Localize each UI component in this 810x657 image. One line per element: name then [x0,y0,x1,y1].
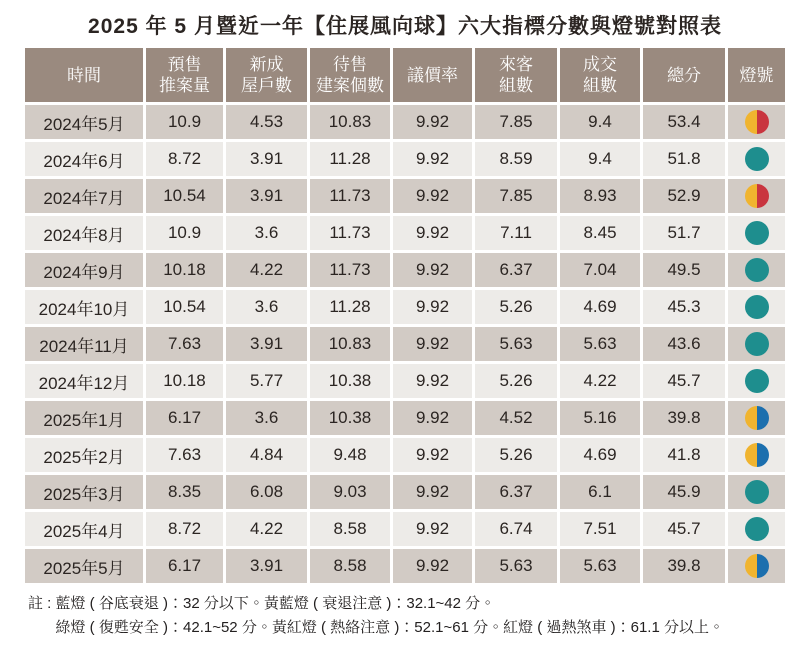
cell-value: 53.4 [643,105,725,139]
cell-time: 2025年3月 [25,475,143,509]
cell-value: 51.8 [643,142,725,176]
cell-value: 4.69 [560,438,640,472]
cell-value: 11.73 [310,216,390,250]
cell-value: 8.72 [146,512,223,546]
cell-value: 4.52 [475,401,557,435]
cell-time: 2024年10月 [25,290,143,324]
cell-value: 9.92 [393,364,472,398]
column-header: 來客 組數 [475,48,557,102]
cell-value: 9.92 [393,216,472,250]
column-header: 新成 屋戶數 [226,48,307,102]
cell-value: 8.93 [560,179,640,213]
cell-value: 5.26 [475,364,557,398]
cell-value: 9.92 [393,105,472,139]
cell-value: 6.08 [226,475,307,509]
cell-value: 11.73 [310,179,390,213]
cell-value: 6.37 [475,475,557,509]
cell-value: 4.53 [226,105,307,139]
cell-value: 9.92 [393,401,472,435]
cell-value: 3.91 [226,549,307,583]
cell-light [728,327,785,361]
cell-value: 45.3 [643,290,725,324]
light-indicator-yellow-blue [745,406,769,430]
cell-value: 5.63 [475,549,557,583]
cell-value: 6.17 [146,401,223,435]
cell-time: 2025年4月 [25,512,143,546]
cell-value: 7.04 [560,253,640,287]
table-row [25,179,785,213]
table-row [25,142,785,176]
cell-time: 2024年9月 [25,253,143,287]
cell-value: 5.26 [475,290,557,324]
cell-value: 43.6 [643,327,725,361]
cell-value: 4.84 [226,438,307,472]
cell-value: 8.35 [146,475,223,509]
cell-value: 9.03 [310,475,390,509]
table-row [25,364,785,398]
column-header: 燈號 [728,48,785,102]
column-header: 成交 組數 [560,48,640,102]
cell-light [728,438,785,472]
cell-value: 45.7 [643,364,725,398]
cell-value: 5.63 [560,327,640,361]
cell-value: 7.11 [475,216,557,250]
cell-value: 5.16 [560,401,640,435]
cell-light [728,290,785,324]
cell-value: 52.9 [643,179,725,213]
cell-time: 2025年5月 [25,549,143,583]
footnote [28,592,810,640]
light-indicator-yellow-red [745,184,769,208]
cell-value: 4.69 [560,290,640,324]
cell-value: 39.8 [643,549,725,583]
cell-value: 9.92 [393,549,472,583]
cell-value: 5.63 [475,327,557,361]
table-row [25,475,785,509]
cell-time: 2024年11月 [25,327,143,361]
light-indicator-green [745,480,769,504]
table-row [25,438,785,472]
cell-value: 7.63 [146,438,223,472]
footnote-line-2: 綠燈 ( 復甦安全 )：42.1~52 分。黃紅燈 ( 熱絡注意 )：52.1~61 分。紅燈 ( 過熱煞車 )：61.1 分以上。 [55,619,724,636]
table-row [25,401,785,435]
column-header: 議價率 [393,48,472,102]
cell-value: 3.6 [226,401,307,435]
cell-value: 3.6 [226,216,307,250]
cell-value: 9.92 [393,512,472,546]
cell-value: 10.18 [146,364,223,398]
cell-value: 9.92 [393,290,472,324]
table-row [25,216,785,250]
cell-value: 3.91 [226,179,307,213]
light-indicator-green [745,369,769,393]
cell-value: 10.54 [146,179,223,213]
table-row [25,549,785,583]
cell-time: 2024年7月 [25,179,143,213]
cell-light [728,401,785,435]
cell-light [728,549,785,583]
cell-value: 45.7 [643,512,725,546]
cell-value: 7.51 [560,512,640,546]
cell-value: 5.26 [475,438,557,472]
light-indicator-green [745,221,769,245]
light-indicator-yellow-blue [745,443,769,467]
light-indicator-green [745,332,769,356]
table-row [25,327,785,361]
cell-light [728,364,785,398]
table-row [25,512,785,546]
cell-time: 2024年12月 [25,364,143,398]
table-header-row [25,48,785,102]
cell-value: 10.38 [310,401,390,435]
cell-time: 2024年6月 [25,142,143,176]
cell-value: 9.92 [393,327,472,361]
cell-value: 7.63 [146,327,223,361]
cell-value: 6.17 [146,549,223,583]
cell-value: 10.54 [146,290,223,324]
cell-value: 9.92 [393,179,472,213]
footnote-lines [56,592,724,640]
cell-value: 45.9 [643,475,725,509]
column-header: 預售 推案量 [146,48,223,102]
cell-value: 5.63 [560,549,640,583]
cell-value: 9.4 [560,142,640,176]
cell-time: 2024年8月 [25,216,143,250]
cell-time: 2024年5月 [25,105,143,139]
cell-value: 7.85 [475,179,557,213]
light-indicator-green [745,517,769,541]
cell-value: 10.18 [146,253,223,287]
light-indicator-green [745,258,769,282]
cell-value: 8.58 [310,549,390,583]
light-indicator-green [745,147,769,171]
cell-value: 3.91 [226,142,307,176]
cell-light [728,475,785,509]
cell-value: 51.7 [643,216,725,250]
footnote-line-1: 藍燈 ( 谷底衰退 )：32 分以下。黃藍燈 ( 衰退注意 )：32.1~42 分。 [55,595,496,612]
light-indicator-yellow-blue [745,554,769,578]
cell-value: 8.45 [560,216,640,250]
table-row [25,253,785,287]
cell-value: 3.91 [226,327,307,361]
cell-value: 6.37 [475,253,557,287]
cell-value: 9.48 [310,438,390,472]
light-indicator-green [745,295,769,319]
cell-light [728,142,785,176]
cell-value: 10.83 [310,327,390,361]
cell-light [728,253,785,287]
column-header: 待售 建案個數 [310,48,390,102]
cell-light [728,105,785,139]
cell-time: 2025年2月 [25,438,143,472]
cell-value: 9.92 [393,142,472,176]
cell-value: 4.22 [560,364,640,398]
cell-value: 9.92 [393,253,472,287]
cell-value: 8.72 [146,142,223,176]
cell-value: 8.58 [310,512,390,546]
cell-value: 11.28 [310,290,390,324]
cell-value: 11.28 [310,142,390,176]
page-title: 2025 年 5 月暨近一年【住展風向球】六大指標分數與燈號對照表 [88,15,722,38]
cell-light [728,179,785,213]
indicator-table [25,48,785,583]
cell-value: 6.74 [475,512,557,546]
cell-value: 9.92 [393,475,472,509]
cell-value: 41.8 [643,438,725,472]
cell-value: 4.22 [226,512,307,546]
column-header: 時間 [25,48,143,102]
cell-value: 11.73 [310,253,390,287]
table-row [25,290,785,324]
cell-value: 4.22 [226,253,307,287]
cell-value: 10.83 [310,105,390,139]
cell-value: 10.9 [146,216,223,250]
cell-value: 9.92 [393,438,472,472]
cell-value: 7.85 [475,105,557,139]
table-row [25,105,785,139]
cell-light [728,512,785,546]
cell-time: 2025年1月 [25,401,143,435]
cell-value: 3.6 [226,290,307,324]
cell-value: 10.9 [146,105,223,139]
cell-value: 10.38 [310,364,390,398]
cell-value: 9.4 [560,105,640,139]
cell-value: 5.77 [226,364,307,398]
cell-value: 49.5 [643,253,725,287]
cell-value: 6.1 [560,475,640,509]
light-indicator-yellow-red [745,110,769,134]
footnote-prefix: 註 : [28,595,56,612]
column-header: 總分 [643,48,725,102]
cell-value: 39.8 [643,401,725,435]
cell-light [728,216,785,250]
cell-value: 8.59 [475,142,557,176]
